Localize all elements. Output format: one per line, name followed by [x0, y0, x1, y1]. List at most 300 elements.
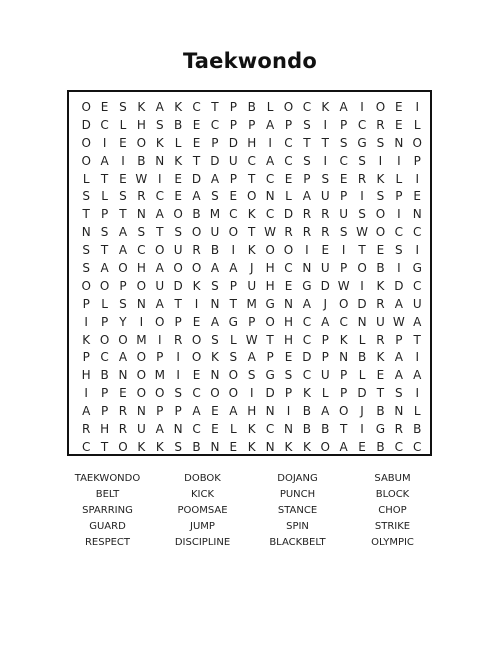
- grid-letter[interactable]: S: [376, 135, 385, 150]
- grid-letter[interactable]: O: [265, 314, 275, 329]
- grid-letter[interactable]: A: [302, 296, 311, 311]
- grid-letter[interactable]: P: [340, 261, 348, 276]
- grid-letter[interactable]: A: [394, 296, 403, 311]
- grid-letter[interactable]: U: [320, 261, 330, 276]
- grid-letter[interactable]: A: [339, 100, 348, 114]
- grid-letter[interactable]: M: [154, 368, 165, 383]
- grid-letter[interactable]: L: [285, 189, 292, 204]
- grid-letter[interactable]: O: [155, 386, 165, 401]
- grid-letter[interactable]: K: [302, 439, 311, 454]
- grid-letter[interactable]: E: [284, 350, 293, 365]
- grid-letter[interactable]: W: [135, 171, 148, 186]
- grid-letter[interactable]: E: [119, 135, 127, 150]
- grid-letter[interactable]: W: [264, 225, 277, 240]
- grid-letter[interactable]: S: [247, 368, 256, 383]
- grid-letter[interactable]: I: [415, 243, 419, 258]
- grid-letter[interactable]: K: [137, 100, 146, 114]
- grid-letter[interactable]: R: [376, 332, 385, 347]
- grid-letter[interactable]: O: [375, 100, 386, 114]
- grid-letter[interactable]: I: [305, 243, 309, 258]
- grid-letter[interactable]: A: [155, 296, 164, 311]
- grid-letter[interactable]: O: [99, 332, 110, 347]
- grid-letter[interactable]: O: [136, 135, 147, 150]
- grid-letter[interactable]: T: [358, 243, 366, 258]
- grid-letter[interactable]: N: [265, 404, 275, 419]
- grid-letter[interactable]: W: [337, 278, 350, 293]
- grid-letter[interactable]: P: [340, 117, 348, 132]
- grid-letter[interactable]: K: [339, 332, 348, 347]
- grid-letter[interactable]: N: [339, 350, 349, 365]
- grid-letter[interactable]: N: [265, 439, 275, 454]
- grid-letter[interactable]: E: [395, 117, 403, 132]
- grid-letter[interactable]: O: [375, 207, 386, 222]
- grid-letter[interactable]: T: [82, 207, 90, 222]
- grid-letter[interactable]: K: [376, 350, 385, 365]
- grid-letter[interactable]: M: [246, 296, 257, 311]
- grid-letter[interactable]: I: [415, 171, 419, 186]
- grid-letter[interactable]: A: [265, 117, 275, 132]
- grid-letter[interactable]: S: [303, 153, 311, 168]
- grid-letter[interactable]: H: [265, 261, 275, 276]
- grid-letter[interactable]: P: [119, 278, 127, 293]
- grid-letter[interactable]: C: [413, 225, 422, 240]
- grid-letter[interactable]: A: [192, 404, 201, 419]
- grid-letter[interactable]: O: [81, 278, 91, 293]
- grid-letter[interactable]: S: [303, 117, 311, 132]
- grid-letter[interactable]: A: [229, 261, 238, 276]
- grid-letter[interactable]: I: [415, 100, 419, 114]
- grid-letter[interactable]: I: [157, 171, 162, 186]
- grid-letter[interactable]: L: [101, 296, 108, 311]
- grid-letter[interactable]: B: [210, 243, 220, 258]
- grid-letter[interactable]: B: [100, 368, 109, 383]
- grid-letter[interactable]: N: [210, 368, 220, 383]
- grid-letter[interactable]: D: [191, 171, 202, 186]
- grid-letter[interactable]: P: [321, 350, 329, 365]
- grid-letter[interactable]: P: [229, 171, 237, 186]
- grid-letter[interactable]: T: [211, 100, 219, 114]
- grid-letter[interactable]: C: [339, 314, 348, 329]
- grid-letter[interactable]: G: [357, 135, 367, 150]
- grid-letter[interactable]: C: [82, 439, 91, 454]
- grid-letter[interactable]: N: [155, 153, 165, 168]
- grid-letter[interactable]: P: [340, 368, 348, 383]
- grid-letter[interactable]: C: [247, 153, 256, 168]
- grid-letter[interactable]: O: [81, 135, 91, 150]
- grid-letter[interactable]: C: [302, 332, 312, 347]
- grid-letter[interactable]: S: [395, 386, 403, 401]
- grid-letter[interactable]: R: [321, 207, 330, 222]
- grid-letter[interactable]: C: [413, 278, 422, 293]
- grid-letter[interactable]: S: [211, 189, 219, 204]
- grid-letter[interactable]: E: [119, 386, 127, 401]
- grid-letter[interactable]: N: [136, 404, 146, 419]
- grid-letter[interactable]: T: [229, 296, 237, 311]
- grid-letter[interactable]: I: [139, 314, 144, 329]
- grid-letter[interactable]: A: [118, 350, 128, 365]
- grid-letter[interactable]: I: [84, 314, 88, 329]
- grid-letter[interactable]: P: [82, 296, 90, 311]
- grid-letter[interactable]: E: [119, 171, 127, 186]
- grid-letter[interactable]: D: [265, 386, 275, 401]
- grid-letter[interactable]: A: [155, 100, 164, 114]
- grid-letter[interactable]: U: [228, 153, 238, 168]
- grid-letter[interactable]: C: [137, 243, 146, 258]
- grid-letter[interactable]: L: [266, 100, 274, 114]
- grid-letter[interactable]: S: [211, 278, 219, 293]
- grid-letter[interactable]: T: [339, 422, 348, 437]
- grid-letter[interactable]: K: [376, 171, 385, 186]
- grid-letter[interactable]: U: [412, 296, 422, 311]
- grid-letter[interactable]: E: [284, 171, 293, 186]
- grid-letter[interactable]: R: [302, 225, 312, 240]
- grid-letter[interactable]: A: [155, 207, 164, 222]
- grid-letter[interactable]: I: [397, 261, 401, 276]
- grid-letter[interactable]: T: [174, 296, 182, 311]
- grid-letter[interactable]: O: [173, 261, 183, 276]
- grid-letter[interactable]: I: [360, 422, 364, 437]
- grid-letter[interactable]: I: [360, 278, 364, 293]
- grid-letter[interactable]: S: [119, 296, 127, 311]
- grid-letter[interactable]: U: [173, 243, 183, 258]
- grid-letter[interactable]: D: [357, 386, 367, 401]
- grid-letter[interactable]: O: [118, 261, 128, 276]
- grid-letter[interactable]: A: [210, 261, 220, 276]
- grid-letter[interactable]: P: [82, 350, 90, 365]
- grid-letter[interactable]: A: [118, 225, 128, 240]
- grid-letter[interactable]: C: [284, 261, 293, 276]
- grid-letter[interactable]: I: [194, 296, 199, 311]
- grid-letter[interactable]: N: [210, 296, 220, 311]
- grid-letter[interactable]: R: [376, 296, 385, 311]
- grid-letter[interactable]: B: [376, 439, 385, 454]
- grid-letter[interactable]: E: [192, 135, 201, 150]
- grid-letter[interactable]: B: [302, 404, 311, 419]
- grid-letter[interactable]: S: [119, 100, 127, 114]
- grid-letter[interactable]: P: [340, 189, 348, 204]
- grid-letter[interactable]: P: [156, 404, 164, 419]
- grid-letter[interactable]: P: [229, 100, 237, 114]
- grid-letter[interactable]: E: [376, 243, 385, 258]
- grid-letter[interactable]: A: [229, 404, 238, 419]
- grid-letter[interactable]: H: [283, 332, 293, 347]
- grid-letter[interactable]: D: [302, 350, 312, 365]
- grid-letter[interactable]: E: [339, 171, 348, 186]
- grid-letter[interactable]: I: [378, 153, 383, 168]
- grid-letter[interactable]: S: [358, 153, 366, 168]
- grid-letter[interactable]: P: [100, 314, 109, 329]
- grid-letter[interactable]: U: [210, 225, 220, 240]
- grid-letter[interactable]: O: [338, 404, 349, 419]
- grid-letter[interactable]: S: [284, 368, 293, 383]
- grid-letter[interactable]: B: [376, 404, 385, 419]
- grid-letter[interactable]: D: [210, 153, 220, 168]
- grid-letter[interactable]: T: [413, 332, 421, 347]
- grid-letter[interactable]: C: [284, 135, 293, 150]
- grid-letter[interactable]: C: [302, 368, 312, 383]
- grid-letter[interactable]: S: [100, 225, 109, 240]
- grid-letter[interactable]: K: [82, 332, 91, 347]
- grid-letter[interactable]: I: [286, 404, 291, 419]
- grid-letter[interactable]: E: [358, 439, 366, 454]
- grid-letter[interactable]: S: [119, 189, 127, 204]
- grid-letter[interactable]: H: [136, 117, 146, 132]
- grid-letter[interactable]: O: [136, 368, 147, 383]
- grid-letter[interactable]: K: [284, 439, 293, 454]
- grid-letter[interactable]: Y: [119, 314, 127, 329]
- grid-letter[interactable]: R: [192, 243, 201, 258]
- grid-letter[interactable]: L: [229, 332, 237, 347]
- grid-letter[interactable]: S: [155, 117, 164, 132]
- grid-letter[interactable]: E: [192, 314, 201, 329]
- grid-letter[interactable]: U: [155, 278, 165, 293]
- grid-letter[interactable]: E: [211, 422, 219, 437]
- grid-letter[interactable]: A: [413, 314, 422, 329]
- grid-letter[interactable]: O: [118, 439, 128, 454]
- grid-letter[interactable]: N: [284, 422, 293, 437]
- grid-letter[interactable]: P: [248, 117, 256, 132]
- grid-letter[interactable]: A: [394, 368, 403, 383]
- grid-letter[interactable]: O: [136, 386, 147, 401]
- grid-letter[interactable]: N: [394, 135, 404, 150]
- grid-letter[interactable]: S: [395, 243, 403, 258]
- grid-letter[interactable]: B: [137, 153, 146, 168]
- grid-letter[interactable]: C: [265, 207, 275, 222]
- grid-letter[interactable]: S: [174, 225, 182, 240]
- grid-letter[interactable]: I: [121, 153, 125, 168]
- grid-letter[interactable]: N: [265, 189, 275, 204]
- grid-letter[interactable]: C: [265, 422, 275, 437]
- grid-letter[interactable]: P: [100, 404, 109, 419]
- grid-letter[interactable]: C: [192, 422, 201, 437]
- grid-letter[interactable]: P: [229, 278, 237, 293]
- grid-letter[interactable]: S: [137, 225, 146, 240]
- grid-letter[interactable]: B: [192, 439, 201, 454]
- grid-letter[interactable]: G: [302, 278, 312, 293]
- grid-letter[interactable]: L: [119, 117, 127, 132]
- grid-letter[interactable]: R: [284, 225, 293, 240]
- grid-letter[interactable]: A: [155, 422, 164, 437]
- grid-letter[interactable]: J: [249, 261, 254, 276]
- grid-letter[interactable]: C: [210, 117, 220, 132]
- grid-letter[interactable]: B: [192, 207, 201, 222]
- grid-letter[interactable]: E: [211, 404, 219, 419]
- grid-letter[interactable]: A: [118, 243, 128, 258]
- grid-letter[interactable]: T: [303, 135, 311, 150]
- grid-letter[interactable]: O: [191, 225, 202, 240]
- grid-letter[interactable]: I: [323, 117, 328, 132]
- grid-letter[interactable]: T: [248, 171, 256, 186]
- grid-letter[interactable]: U: [320, 368, 330, 383]
- grid-letter[interactable]: T: [376, 386, 385, 401]
- grid-letter[interactable]: K: [137, 439, 146, 454]
- grid-letter[interactable]: M: [136, 332, 147, 347]
- grid-letter[interactable]: O: [173, 207, 183, 222]
- grid-letter[interactable]: E: [174, 171, 182, 186]
- grid-letter[interactable]: B: [247, 100, 256, 114]
- grid-letter[interactable]: O: [136, 350, 147, 365]
- grid-letter[interactable]: I: [249, 386, 254, 401]
- grid-letter[interactable]: O: [283, 100, 294, 114]
- grid-letter[interactable]: C: [302, 314, 312, 329]
- grid-letter[interactable]: P: [284, 386, 293, 401]
- grid-letter[interactable]: K: [247, 243, 256, 258]
- grid-letter[interactable]: I: [415, 350, 419, 365]
- grid-letter[interactable]: L: [229, 422, 237, 437]
- grid-letter[interactable]: L: [174, 135, 182, 150]
- grid-letter[interactable]: E: [192, 368, 201, 383]
- grid-letter[interactable]: S: [376, 189, 385, 204]
- grid-letter[interactable]: R: [394, 422, 403, 437]
- grid-letter[interactable]: C: [339, 153, 348, 168]
- grid-letter[interactable]: I: [268, 135, 272, 150]
- grid-letter[interactable]: O: [155, 243, 165, 258]
- grid-letter[interactable]: K: [174, 153, 183, 168]
- grid-letter[interactable]: K: [247, 422, 256, 437]
- grid-letter[interactable]: S: [82, 261, 90, 276]
- grid-letter[interactable]: I: [341, 243, 346, 258]
- grid-letter[interactable]: A: [265, 153, 275, 168]
- grid-letter[interactable]: K: [321, 100, 330, 114]
- grid-letter[interactable]: O: [191, 261, 202, 276]
- grid-letter[interactable]: I: [176, 350, 180, 365]
- grid-letter[interactable]: T: [266, 332, 274, 347]
- letter-grid[interactable]: [77, 99, 426, 457]
- grid-letter[interactable]: M: [209, 207, 221, 222]
- grid-letter[interactable]: P: [174, 314, 182, 329]
- grid-letter[interactable]: P: [229, 117, 237, 132]
- grid-letter[interactable]: S: [229, 350, 238, 365]
- grid-letter[interactable]: G: [228, 314, 238, 329]
- grid-letter[interactable]: K: [174, 100, 183, 114]
- grid-letter[interactable]: E: [376, 368, 385, 383]
- grid-letter[interactable]: A: [155, 261, 164, 276]
- grid-letter[interactable]: C: [302, 100, 312, 114]
- grid-letter[interactable]: S: [82, 243, 90, 258]
- grid-letter[interactable]: P: [248, 314, 256, 329]
- grid-letter[interactable]: P: [211, 135, 219, 150]
- grid-letter[interactable]: P: [266, 350, 274, 365]
- grid-letter[interactable]: A: [413, 368, 422, 383]
- grid-letter[interactable]: I: [397, 207, 401, 222]
- grid-letter[interactable]: S: [211, 332, 219, 347]
- grid-letter[interactable]: T: [156, 225, 164, 240]
- grid-letter[interactable]: H: [283, 314, 293, 329]
- grid-letter[interactable]: I: [84, 386, 88, 401]
- grid-letter[interactable]: J: [360, 404, 364, 419]
- grid-letter[interactable]: T: [100, 439, 109, 454]
- grid-letter[interactable]: I: [102, 135, 107, 150]
- grid-letter[interactable]: K: [376, 278, 385, 293]
- grid-letter[interactable]: S: [174, 439, 182, 454]
- grid-letter[interactable]: P: [413, 153, 421, 168]
- grid-letter[interactable]: R: [118, 404, 128, 419]
- grid-letter[interactable]: W: [392, 314, 405, 329]
- grid-letter[interactable]: P: [321, 332, 329, 347]
- grid-letter[interactable]: B: [174, 117, 183, 132]
- grid-letter[interactable]: C: [100, 117, 109, 132]
- grid-letter[interactable]: S: [321, 171, 330, 186]
- grid-letter[interactable]: C: [100, 350, 109, 365]
- grid-letter[interactable]: W: [245, 332, 258, 347]
- grid-letter[interactable]: G: [265, 296, 275, 311]
- grid-letter[interactable]: K: [247, 207, 256, 222]
- grid-letter[interactable]: T: [248, 225, 256, 240]
- grid-letter[interactable]: K: [210, 350, 219, 365]
- grid-letter[interactable]: E: [229, 189, 238, 204]
- grid-letter[interactable]: D: [357, 296, 367, 311]
- grid-letter[interactable]: C: [394, 225, 404, 240]
- grid-letter[interactable]: L: [321, 386, 329, 401]
- grid-letter[interactable]: I: [157, 332, 162, 347]
- grid-letter[interactable]: P: [395, 189, 403, 204]
- grid-letter[interactable]: P: [340, 386, 348, 401]
- grid-letter[interactable]: O: [99, 278, 110, 293]
- grid-letter[interactable]: K: [192, 278, 201, 293]
- grid-letter[interactable]: A: [100, 261, 109, 276]
- grid-letter[interactable]: K: [247, 439, 256, 454]
- grid-letter[interactable]: L: [358, 332, 366, 347]
- grid-letter[interactable]: T: [119, 207, 127, 222]
- grid-letter[interactable]: D: [228, 135, 238, 150]
- grid-letter[interactable]: A: [247, 350, 256, 365]
- grid-letter[interactable]: I: [231, 243, 236, 258]
- grid-letter[interactable]: E: [284, 278, 293, 293]
- grid-letter[interactable]: H: [100, 422, 110, 437]
- grid-letter[interactable]: H: [265, 278, 275, 293]
- grid-letter[interactable]: E: [100, 100, 109, 114]
- grid-letter[interactable]: A: [339, 439, 348, 454]
- grid-letter[interactable]: O: [228, 386, 239, 401]
- grid-letter[interactable]: N: [284, 296, 293, 311]
- grid-letter[interactable]: O: [210, 386, 220, 401]
- grid-letter[interactable]: D: [320, 278, 330, 293]
- grid-letter[interactable]: E: [395, 100, 403, 114]
- grid-letter[interactable]: R: [357, 171, 367, 186]
- grid-letter[interactable]: O: [283, 243, 294, 258]
- grid-letter[interactable]: N: [357, 314, 367, 329]
- grid-letter[interactable]: J: [323, 296, 328, 311]
- grid-letter[interactable]: C: [413, 439, 422, 454]
- grid-letter[interactable]: K: [155, 135, 164, 150]
- grid-letter[interactable]: R: [173, 332, 183, 347]
- grid-letter[interactable]: D: [81, 117, 91, 132]
- grid-letter[interactable]: U: [136, 422, 146, 437]
- grid-letter[interactable]: N: [136, 296, 146, 311]
- grid-letter[interactable]: H: [247, 404, 257, 419]
- grid-letter[interactable]: E: [174, 189, 182, 204]
- grid-letter[interactable]: P: [303, 171, 311, 186]
- grid-letter[interactable]: O: [136, 278, 147, 293]
- grid-letter[interactable]: C: [357, 117, 367, 132]
- grid-letter[interactable]: O: [338, 296, 349, 311]
- grid-letter[interactable]: E: [321, 243, 330, 258]
- grid-letter[interactable]: A: [321, 404, 330, 419]
- grid-letter[interactable]: C: [229, 207, 238, 222]
- grid-letter[interactable]: A: [100, 153, 109, 168]
- grid-letter[interactable]: N: [412, 207, 422, 222]
- grid-letter[interactable]: P: [100, 207, 109, 222]
- grid-letter[interactable]: I: [176, 368, 180, 383]
- grid-letter[interactable]: B: [321, 422, 330, 437]
- grid-letter[interactable]: A: [82, 404, 91, 419]
- grid-letter[interactable]: I: [360, 189, 364, 204]
- grid-letter[interactable]: H: [136, 261, 146, 276]
- grid-letter[interactable]: H: [81, 368, 91, 383]
- grid-letter[interactable]: L: [395, 171, 403, 186]
- grid-letter[interactable]: T: [321, 135, 329, 150]
- grid-letter[interactable]: U: [376, 314, 385, 329]
